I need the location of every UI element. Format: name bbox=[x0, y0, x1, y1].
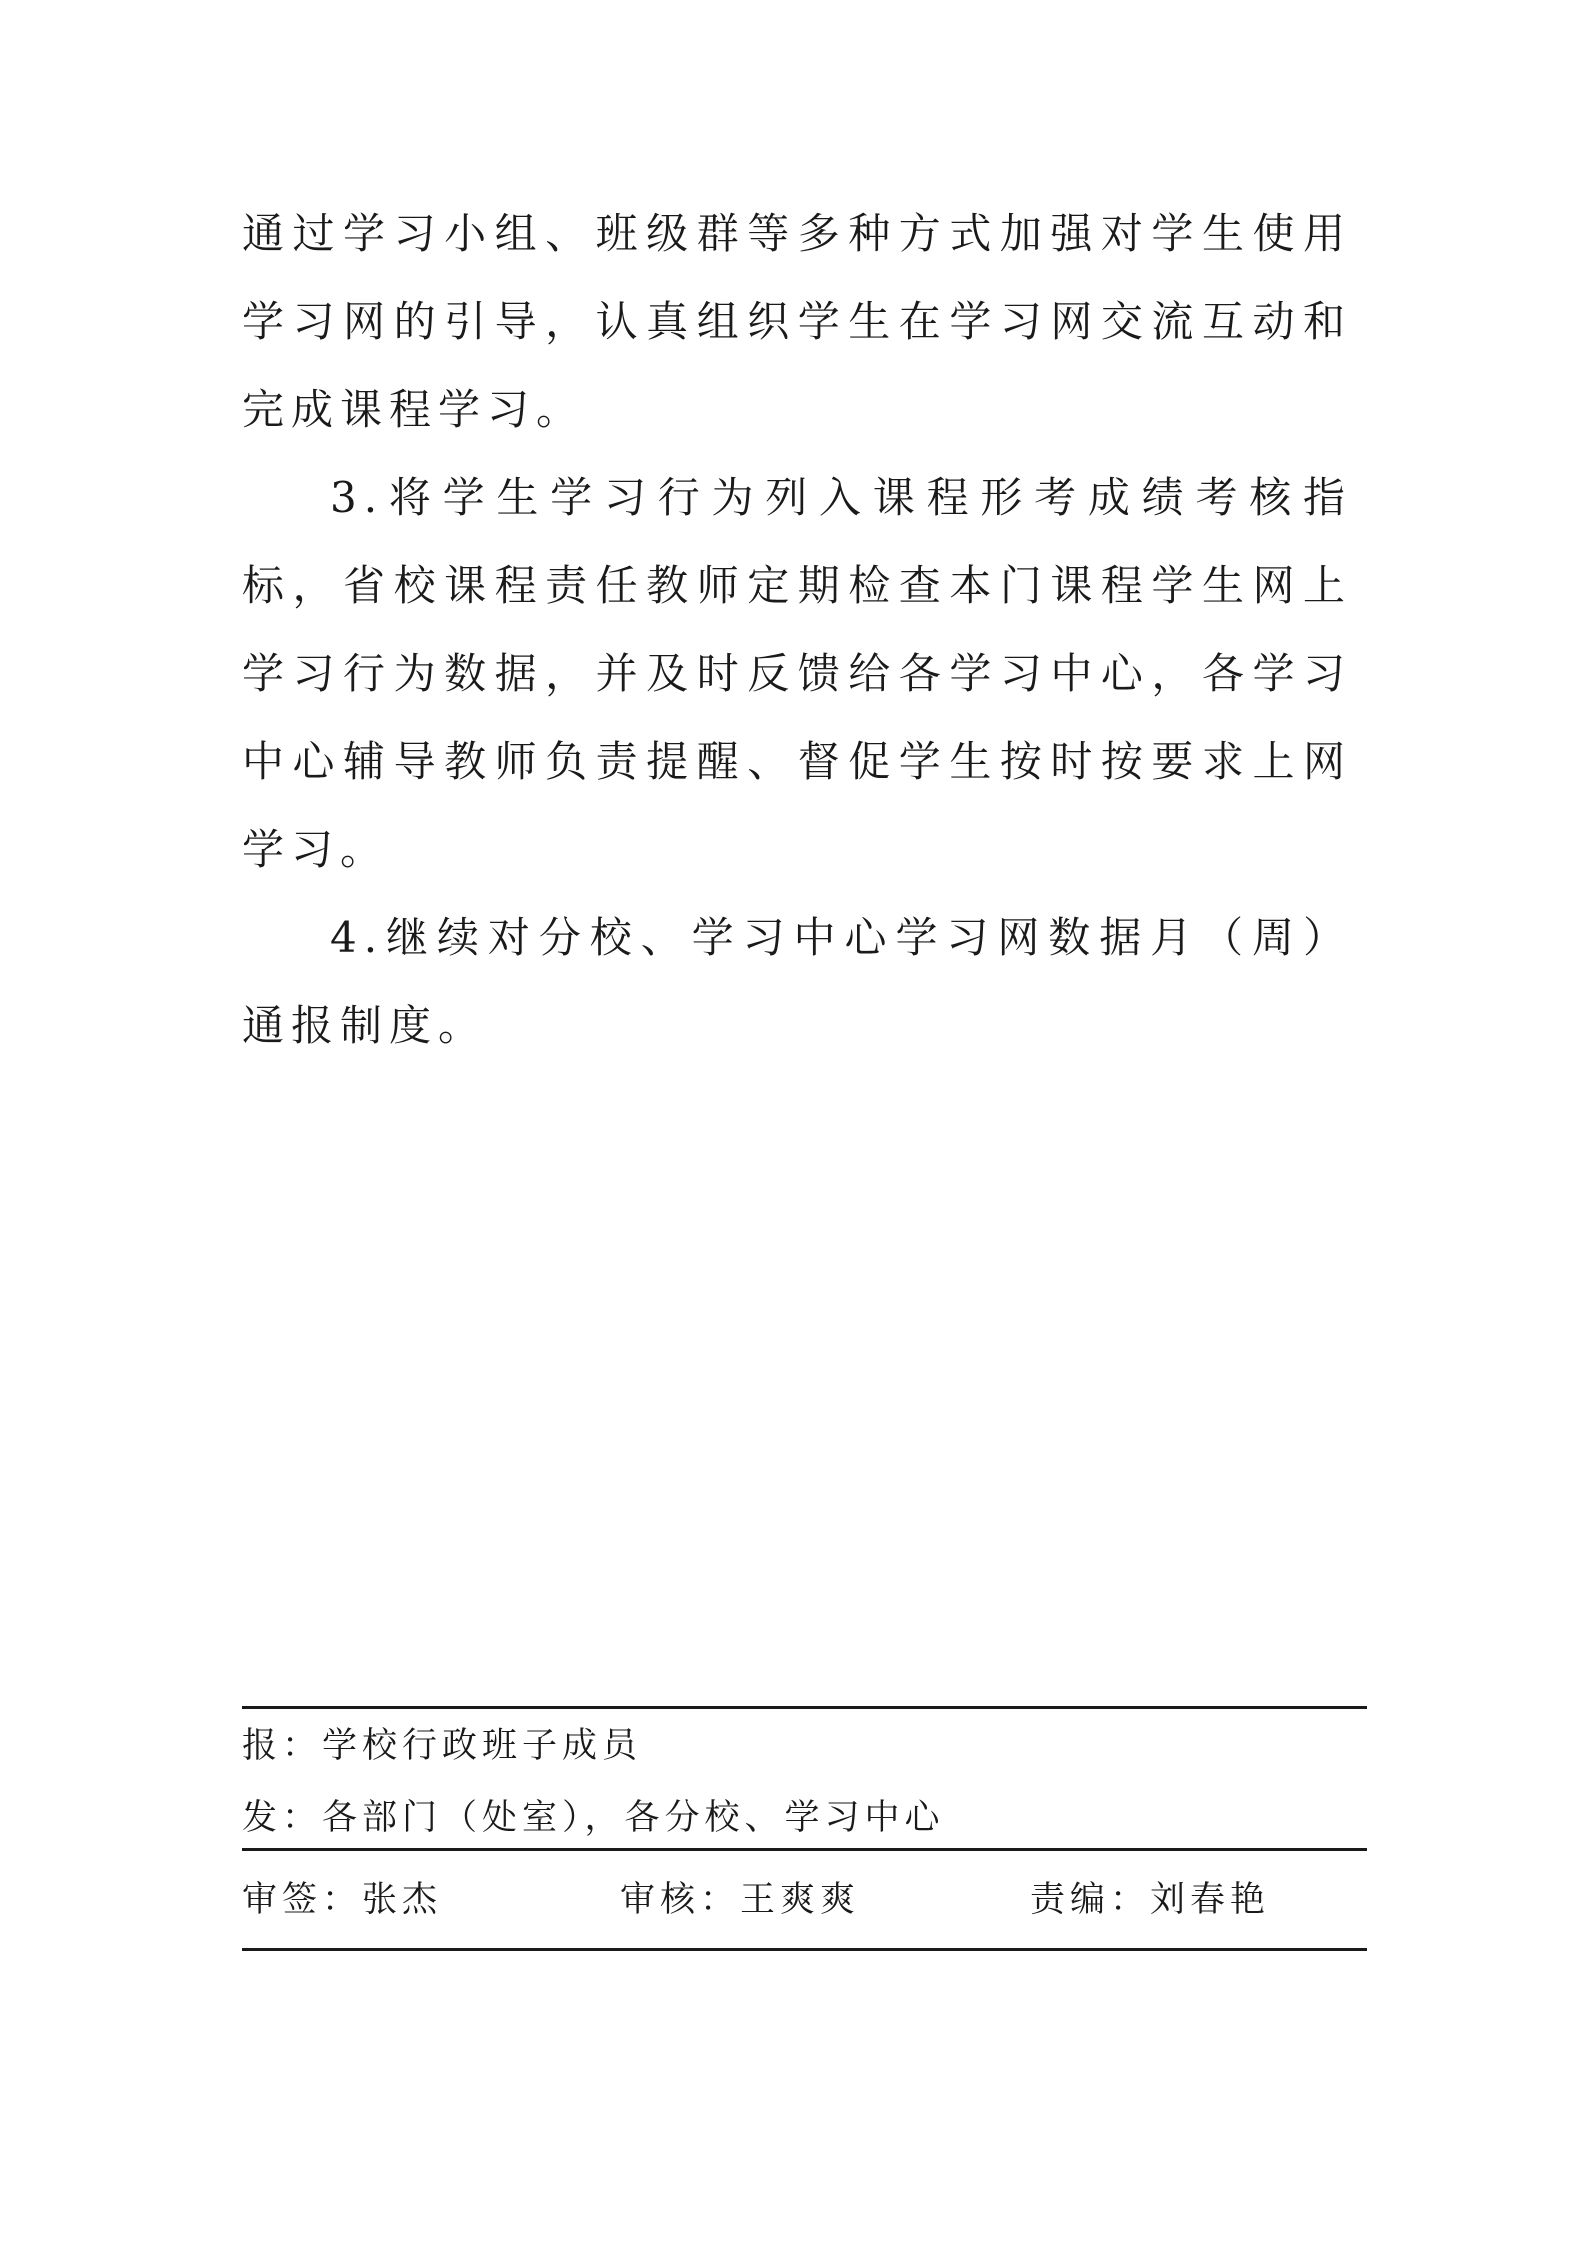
footer-bottom-rule bbox=[242, 1948, 1367, 1951]
body-paragraph: 4.继续对分校、学习中心学习网数据月（周）通报制度。 bbox=[242, 913, 1352, 1050]
report-to-line: 报：学校行政班子成员 bbox=[242, 1726, 643, 1766]
signer-label: 审签：张杰 bbox=[242, 1880, 443, 1920]
footer-top-rule bbox=[242, 1706, 1367, 1709]
send-to-line: 发：各部门（处室），各分校、学习中心 bbox=[242, 1798, 945, 1838]
editor-label: 责编：刘春艳 bbox=[1030, 1880, 1271, 1920]
reviewer-label: 审核：王爽爽 bbox=[620, 1880, 861, 1920]
body-paragraph: 3.将学生学习行为列入课程形考成绩考核指标，省校课程责任教师定期检查本门课程学生网上学习行为数据，并及时反馈给各学习中心，各学习中心辅导教师负责提醒、督促学生按时按要求上网学习。 bbox=[242, 473, 1352, 874]
body-paragraph: 通过学习小组、班级群等多种方式加强对学生使用学习网的引导，认真组织学生在学习网交流互动和完成课程学习。 bbox=[242, 209, 1352, 434]
footer-middle-rule bbox=[242, 1848, 1367, 1851]
document-body bbox=[242, 190, 1352, 1070]
